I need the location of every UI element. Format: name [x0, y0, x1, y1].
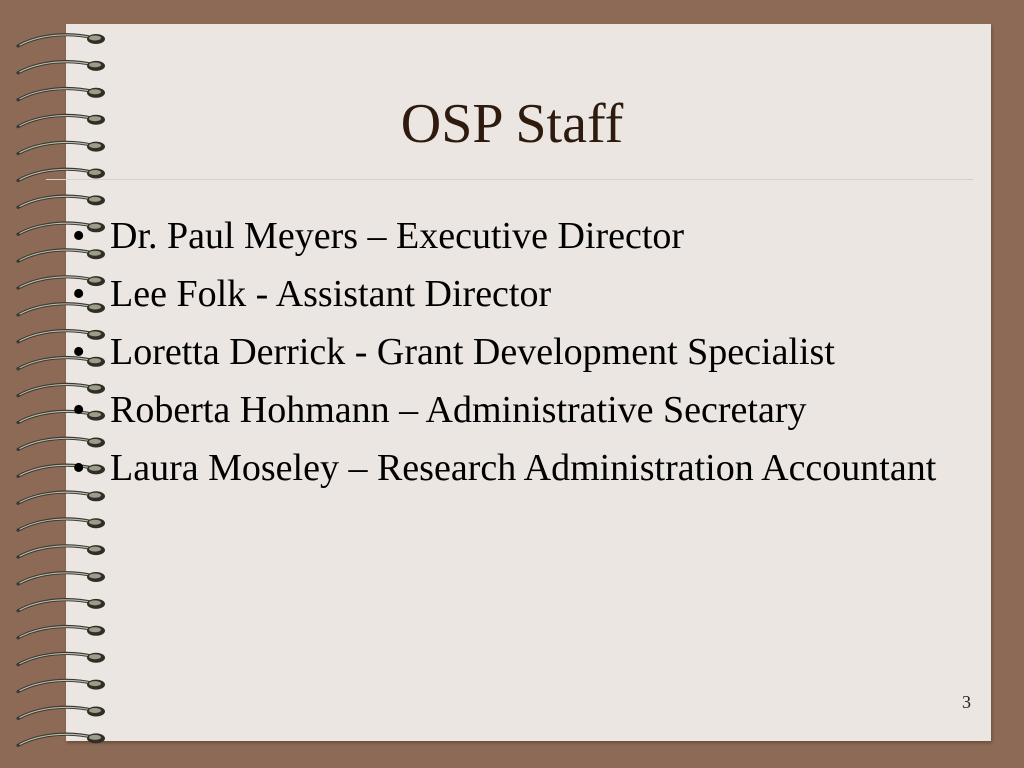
spiral-ring	[18, 518, 105, 530]
page-number: 3	[962, 692, 971, 712]
bullet-icon: •	[72, 447, 86, 489]
spiral-ring	[18, 545, 105, 557]
spiral-ring	[18, 34, 105, 46]
bullet-icon: •	[72, 331, 86, 373]
bullet-icon: •	[72, 215, 86, 257]
spiral-ring	[18, 653, 105, 665]
bullet-icon: •	[72, 273, 86, 315]
list-item	[72, 329, 962, 375]
spiral-ring	[18, 61, 105, 73]
spiral-ring	[18, 707, 105, 719]
slide-title: OSP Staff	[400, 93, 624, 155]
staff-entry: Roberta Hohmann – Administrative Secretary	[110, 389, 807, 431]
staff-entry: Loretta Derrick - Grant Development Specialist	[110, 331, 835, 373]
bullet-icon: •	[72, 389, 86, 431]
list-item	[72, 271, 962, 317]
spiral-ring	[18, 599, 105, 611]
staff-entry: Lee Folk - Assistant Director	[110, 273, 552, 315]
staff-entry: Laura Moseley – Research Administration Accountant	[110, 447, 937, 489]
spiral-ring	[18, 195, 105, 207]
title-divider	[46, 179, 973, 180]
staff-list	[72, 213, 962, 503]
list-item	[72, 213, 962, 259]
spiral-ring	[18, 680, 105, 692]
spiral-ring	[18, 572, 105, 584]
spiral-ring	[18, 733, 105, 745]
spiral-ring	[18, 626, 105, 638]
staff-entry: Dr. Paul Meyers – Executive Director	[110, 215, 685, 257]
list-item	[72, 445, 962, 491]
list-item	[72, 387, 962, 433]
